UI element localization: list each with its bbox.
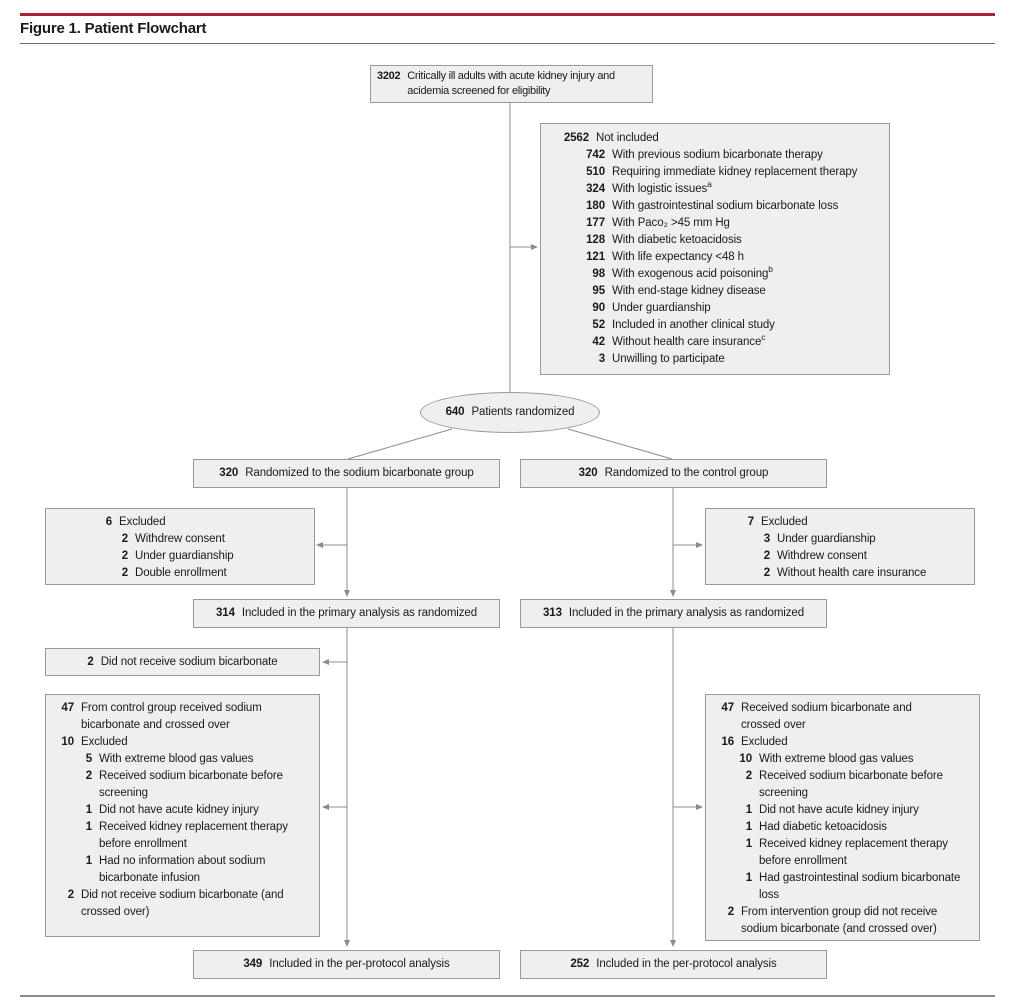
- flow-item-count: 128: [586, 234, 605, 246]
- flow-item: [52, 853, 314, 887]
- flow-item-count: 3: [598, 353, 605, 365]
- flow-item-label: Included in the per-protocol analysis: [596, 958, 777, 970]
- flow-item-label: Had gastrointestinal sodium bicarbonate loss: [759, 872, 961, 901]
- flow-item-label: Double enrollment: [135, 567, 227, 579]
- flow-item-count: 2: [67, 889, 74, 901]
- flow-item-label: With extreme blood gas values: [99, 753, 254, 765]
- flow-item: [712, 819, 974, 836]
- flow-item: [712, 700, 974, 734]
- flow-item-count: 2: [727, 906, 734, 918]
- flow-item-label: Did not receive sodium bicarbonate: [100, 655, 278, 668]
- flow-item: [219, 465, 473, 482]
- flow-item: [732, 514, 970, 531]
- flow-item-label: Randomized to the control group: [604, 467, 769, 479]
- flow-item-count: 2: [121, 533, 128, 545]
- flow-item-label: Withdrew consent: [135, 533, 225, 545]
- flow-item: [712, 768, 974, 802]
- box-screened: [370, 65, 653, 103]
- flow-item-label: Withdrew consent: [777, 550, 867, 562]
- ellipse-patients-randomized: [420, 392, 600, 433]
- flow-item: [553, 317, 883, 334]
- flow-item-label: Without health care insurance: [777, 567, 927, 579]
- flow-item-label: Received kidney replacement therapy before enrollment: [759, 838, 948, 867]
- flow-item-count: 2: [121, 567, 128, 579]
- flow-item-count: 3202: [377, 70, 401, 82]
- flow-item-count: 90: [592, 302, 605, 314]
- flow-item: [732, 548, 970, 565]
- flow-item-count: 47: [61, 702, 74, 714]
- flow-item: [553, 198, 883, 215]
- flow-item-label: With end-stage kidney disease: [612, 285, 766, 297]
- flow-item: [712, 751, 974, 768]
- flow-item: [90, 531, 310, 548]
- flow-item-count: 510: [586, 166, 605, 178]
- flow-item: [712, 734, 974, 751]
- flow-item-count: 2: [85, 770, 92, 782]
- flow-item-label: Unwilling to participate: [612, 353, 725, 365]
- flow-item: [216, 605, 477, 622]
- flow-item-count: 320: [578, 467, 598, 479]
- flow-item-count: 1: [85, 821, 92, 833]
- flow-item-label: Under guardianship: [612, 302, 711, 314]
- flow-item: [90, 548, 310, 565]
- flow-item-count: 16: [721, 736, 734, 748]
- flow-item: [52, 734, 314, 751]
- box-excluded-right: [705, 508, 975, 585]
- flow-item: [579, 465, 769, 482]
- flow-item: [553, 351, 883, 368]
- flow-item: [90, 514, 310, 531]
- flow-item-count: 1: [85, 855, 92, 867]
- flow-item: [732, 531, 970, 548]
- flow-item-label: Did not have acute kidney injury: [759, 804, 919, 816]
- box-did-not-receive-bicarbonate: [45, 648, 320, 676]
- flow-item-label: With Paco₂ >45 mm Hg: [612, 217, 730, 229]
- flow-item-count: 313: [543, 607, 562, 619]
- footnote-marker: a: [707, 179, 712, 190]
- flow-item-label: With diabetic ketoacidosis: [612, 234, 742, 246]
- flow-item-label: Did not receive sodium bicarbonate (and crossed over): [81, 889, 284, 918]
- flow-item: [52, 751, 314, 768]
- flow-item-count: 2: [121, 550, 128, 562]
- flow-item-label: Received sodium bicarbonate and crossed over: [741, 702, 912, 731]
- flow-item: [712, 870, 974, 904]
- flow-item-label: Included in the primary analysis as randomized: [241, 607, 477, 619]
- flow-item: [52, 819, 314, 853]
- flow-item-count: 42: [592, 336, 605, 348]
- box-randomized-control: [520, 459, 827, 488]
- flow-item-label: Excluded: [119, 516, 166, 528]
- flow-item-count: 2: [87, 655, 94, 668]
- box-crossover-excluded-left: [45, 694, 320, 937]
- flow-item-label: Requiring immediate kidney replacement therapy: [612, 166, 858, 178]
- flow-item-label: Patients randomized: [471, 406, 575, 418]
- flow-item: [553, 215, 883, 232]
- flow-item: [553, 232, 883, 249]
- box-primary-analysis-left: [193, 599, 500, 628]
- flow-item-count: 1: [745, 821, 752, 833]
- flow-item: [553, 164, 883, 181]
- flow-item: [543, 605, 804, 622]
- flow-item-label: Critically ill adults with acute kidney injury and acidemia screened for eligibility: [407, 70, 615, 97]
- flow-item-label: Included in the per-protocol analysis: [269, 958, 450, 970]
- flow-item-count: 7: [747, 516, 754, 528]
- flow-item: [52, 887, 314, 921]
- figure-title: Figure 1. Patient Flowchart: [20, 20, 207, 37]
- flow-item-count: 180: [586, 200, 605, 212]
- flow-item-label: With previous sodium bicarbonate therapy: [612, 149, 823, 161]
- connector-randomized-to-control: [568, 429, 672, 459]
- flow-item-count: 2: [745, 770, 752, 782]
- flow-item-label: Received sodium bicarbonate before screening: [759, 770, 943, 799]
- flow-item: [52, 768, 314, 802]
- flow-item-label: Included in another clinical study: [612, 319, 775, 331]
- box-primary-analysis-right: [520, 599, 827, 628]
- box-per-protocol-right: [520, 950, 827, 979]
- flow-item-count: 95: [592, 285, 605, 297]
- flow-item-count: 2: [763, 550, 770, 562]
- flow-item-count: 2562: [563, 132, 589, 144]
- flow-item-count: 640: [445, 406, 465, 418]
- flow-item-count: 10: [61, 736, 74, 748]
- flow-item-label: Under guardianship: [135, 550, 234, 562]
- flow-item: [553, 130, 883, 147]
- flow-item: [90, 565, 310, 582]
- flow-item: [553, 249, 883, 266]
- flow-item-count: 1: [745, 804, 752, 816]
- flow-item-count: 314: [216, 607, 235, 619]
- flow-item-count: 6: [105, 516, 112, 528]
- footnote-marker: b: [768, 264, 773, 275]
- box-excluded-left: [45, 508, 315, 585]
- flow-item-count: 5: [85, 753, 92, 765]
- flow-item: [732, 565, 970, 582]
- flow-item-label: Did not have acute kidney injury: [99, 804, 259, 816]
- flow-item-count: 320: [219, 467, 239, 479]
- flow-item-count: 742: [586, 149, 605, 161]
- flow-item: [712, 802, 974, 819]
- flow-item-label: Excluded: [81, 736, 128, 748]
- flow-item-count: 252: [570, 958, 590, 970]
- flow-item-label: Received kidney replacement therapy before enrollment: [99, 821, 288, 850]
- flow-item-label: Included in the primary analysis as randomized: [568, 607, 804, 619]
- flow-item-label: From intervention group did not receive sodium bicarbonate (and crossed over): [741, 906, 938, 935]
- flow-item-label: With logistic issues$^a$: [612, 179, 712, 195]
- flow-item-label: Without health care insurance$^c$: [612, 332, 766, 348]
- flow-item-label: With exogenous acid poisoning$^b$: [612, 264, 773, 280]
- footnote-marker: c: [761, 332, 766, 343]
- flow-item-label: Excluded: [741, 736, 788, 748]
- flow-item: [377, 69, 646, 99]
- flow-item-label: With gastrointestinal sodium bicarbonate loss: [612, 200, 839, 212]
- flow-item: [553, 147, 883, 164]
- flow-item-count: 2: [763, 567, 770, 579]
- flow-item-label: Received sodium bicarbonate before screening: [99, 770, 283, 799]
- flow-item: [52, 802, 314, 819]
- flow-item-count: 52: [592, 319, 605, 331]
- flow-item-count: 324: [586, 183, 605, 195]
- flow-item: [52, 700, 314, 734]
- flow-item-count: 177: [586, 217, 605, 229]
- flow-item-label: Excluded: [761, 516, 808, 528]
- flow-item-label: Had no information about sodium bicarbonate infusion: [99, 855, 266, 884]
- box-not-included: [540, 123, 890, 375]
- flow-item-count: 349: [243, 958, 263, 970]
- flow-item: [712, 836, 974, 870]
- flow-item: [553, 300, 883, 317]
- flow-item: [570, 956, 776, 973]
- flow-item-label: Randomized to the sodium bicarbonate group: [245, 467, 474, 479]
- flow-item-label: With life expectancy <48 h: [612, 251, 744, 263]
- flow-item: [87, 654, 277, 671]
- flow-item-count: 3: [763, 533, 770, 545]
- flow-item-count: 10: [739, 753, 752, 765]
- flow-item-count: 47: [721, 702, 734, 714]
- connector-randomized-to-bicarb: [348, 429, 452, 459]
- flow-item-label: From control group received sodium bicarbonate and crossed over: [81, 702, 262, 731]
- flow-item: [553, 181, 883, 198]
- flow-item: [553, 266, 883, 283]
- flow-item-count: 121: [586, 251, 605, 263]
- box-randomized-bicarbonate: [193, 459, 500, 488]
- flow-item: [553, 283, 883, 300]
- flow-item-count: 1: [745, 872, 752, 884]
- box-per-protocol-left: [193, 950, 500, 979]
- flow-item-count: 98: [592, 268, 605, 280]
- flow-item: [712, 904, 974, 938]
- flow-item: [446, 404, 575, 421]
- flow-item-count: 1: [745, 838, 752, 850]
- flow-item-label: With extreme blood gas values: [759, 753, 914, 765]
- box-crossover-excluded-right: [705, 694, 980, 941]
- flow-item-label: Under guardianship: [777, 533, 876, 545]
- flow-item: [553, 334, 883, 351]
- flow-item-label: Not included: [596, 132, 659, 144]
- flow-item-label: Had diabetic ketoacidosis: [759, 821, 887, 833]
- flow-item-count: 1: [85, 804, 92, 816]
- flow-item: [243, 956, 449, 973]
